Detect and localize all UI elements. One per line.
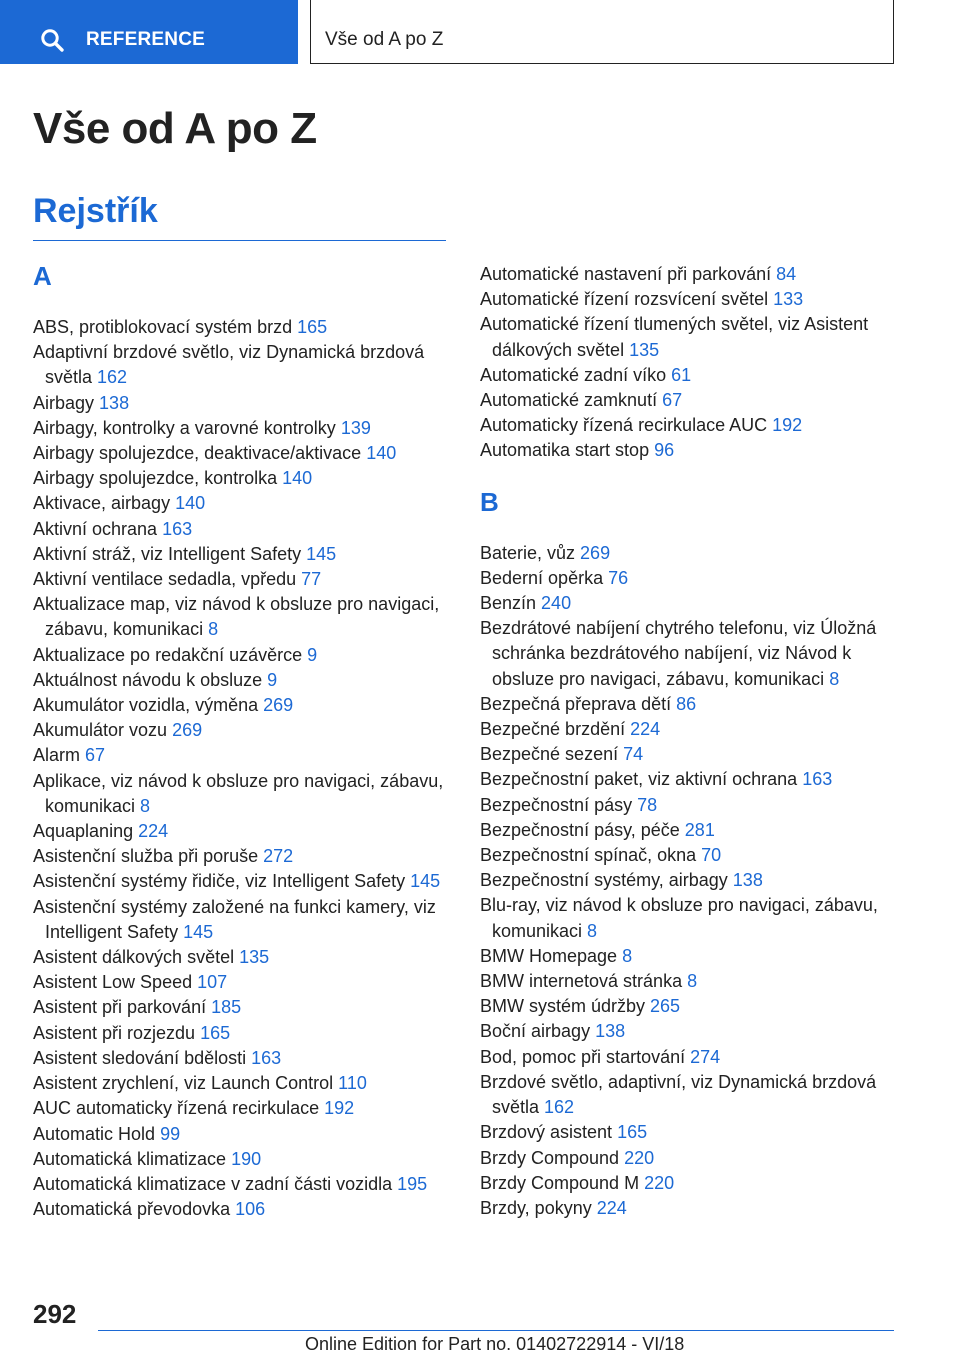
index-entry xyxy=(33,995,453,1020)
index-entry-text: Airbagy spolujezdce, kontrolka xyxy=(33,468,283,489)
index-entry xyxy=(480,1120,900,1145)
page-reference-link[interactable]: 140 xyxy=(366,443,397,464)
index-entry-text: Aplikace, viz návod k obsluze pro navigaci, zábavu, komunikaci xyxy=(33,770,444,816)
page-reference-link[interactable]: 192 xyxy=(324,1098,355,1119)
index-entry-text: Automatická klimatizace xyxy=(33,1148,232,1169)
index-entry-text: Alarm xyxy=(33,745,86,766)
index-entry xyxy=(33,592,453,642)
page-reference-link[interactable]: 274 xyxy=(690,1046,721,1067)
index-entry xyxy=(480,893,900,943)
index-entry xyxy=(33,517,453,542)
index-entry xyxy=(33,643,453,668)
page-title: Vše od A po Z xyxy=(33,104,317,153)
index-entry xyxy=(480,969,900,994)
index-entry-text: Automatické řízení tlumených světel, viz Asistent dálkových světel xyxy=(480,314,869,360)
page-reference-link[interactable]: 77 xyxy=(301,569,322,590)
index-entry xyxy=(33,315,453,340)
page-reference-link[interactable]: 67 xyxy=(85,745,106,766)
index-entry xyxy=(33,945,453,970)
index-entry-text: Brzdy Compound xyxy=(480,1147,625,1168)
index-entry-text: Boční airbagy xyxy=(480,1021,596,1042)
page-reference-link[interactable]: 9 xyxy=(267,669,278,690)
index-entry xyxy=(33,844,453,869)
index-entry-text: Asistent sledování bdělosti xyxy=(33,1047,252,1068)
edition-text: Online Edition for Part no. 01402722914 - VI/18 xyxy=(305,1334,685,1354)
page-reference-link[interactable]: 185 xyxy=(211,997,242,1018)
index-entry-text: Aktualizace map, viz návod k obsluze pro navigaci, zábavu, komunikaci xyxy=(33,594,440,640)
breadcrumb-text: Vše od A po Z xyxy=(325,29,444,50)
index-entry xyxy=(480,616,900,692)
index-entry-text: Bezpečné brzdění xyxy=(480,719,631,740)
page-reference-link[interactable]: 145 xyxy=(183,921,214,942)
index-entry-text: Bezpečnostní paket, viz aktivní ochrana xyxy=(480,769,803,790)
page-reference-link[interactable]: 145 xyxy=(306,543,337,564)
index-entry xyxy=(480,388,900,413)
index-entry xyxy=(480,541,900,566)
index-entry xyxy=(480,868,900,893)
index-entry-text: Bod, pomoc při startování xyxy=(480,1046,691,1067)
index-entry xyxy=(33,895,453,945)
index-entry-text: Aktivní ochrana xyxy=(33,518,163,539)
index-entry xyxy=(33,1197,453,1222)
page-reference-link[interactable]: 99 xyxy=(160,1123,181,1144)
page-reference-link[interactable]: 192 xyxy=(772,415,803,436)
index-entry xyxy=(33,869,453,894)
index-entry-text: BMW Homepage xyxy=(480,945,623,966)
index-entry xyxy=(480,1146,900,1171)
page-reference-link[interactable]: 8 xyxy=(687,971,698,992)
page-reference-link[interactable]: 220 xyxy=(644,1172,675,1193)
index-entry xyxy=(33,819,453,844)
index-entry xyxy=(480,793,900,818)
index-entry-text: ABS, protiblokovací systém brzd xyxy=(33,317,298,337)
page-reference-link[interactable]: 138 xyxy=(732,870,763,891)
index-entry xyxy=(480,1171,900,1196)
index-entry-text: Akumulátor vozidla, výměna xyxy=(33,695,264,716)
index-entry-text: Bezpečnostní spínač, okna xyxy=(480,845,702,866)
index-entry-text: Automatic Hold xyxy=(33,1123,161,1144)
index-entry-text: Asistent Low Speed xyxy=(33,972,198,993)
page-reference-link[interactable]: 8 xyxy=(140,795,151,816)
page-reference-link[interactable]: 70 xyxy=(701,845,722,866)
index-entry xyxy=(480,843,900,868)
index-entry xyxy=(480,1070,900,1120)
index-entry-text: Bezdrátové nabíjení chytrého telefonu, viz Úložná schránka bezdrátového nabíjení, viz Návod k obsluze pro navigaci, zábavu, komunikaci xyxy=(480,618,877,689)
index-column-left xyxy=(33,262,453,1222)
index-entry xyxy=(480,591,900,616)
index-entry-text: Airbagy spolujezdce, deaktivace/aktivace xyxy=(33,443,367,464)
page-reference-link[interactable]: 107 xyxy=(197,972,228,993)
index-entry xyxy=(33,441,453,466)
section-divider xyxy=(33,240,446,241)
index-entry xyxy=(33,668,453,693)
index-entry-text: BMW systém údržby xyxy=(480,996,651,1017)
index-entry-text: Airbagy, kontrolky a varovné kontrolky xyxy=(33,417,341,438)
index-entry xyxy=(33,769,453,819)
index-entry xyxy=(33,491,453,516)
page-reference-link[interactable]: 162 xyxy=(544,1097,575,1118)
index-entry-text: Automatické zamknutí xyxy=(480,390,663,411)
page-reference-link[interactable]: 139 xyxy=(340,417,371,438)
page-reference-link[interactable]: 272 xyxy=(263,846,294,867)
page-reference-link[interactable]: 8 xyxy=(208,619,219,640)
index-entry-text: Automatika start stop xyxy=(480,440,655,461)
index-letter: B xyxy=(480,486,499,517)
page-reference-link[interactable]: 76 xyxy=(608,567,629,588)
page-reference-link[interactable]: 269 xyxy=(263,695,294,716)
page-reference-link[interactable]: 165 xyxy=(200,1022,231,1043)
page-reference-link[interactable]: 165 xyxy=(617,1122,648,1143)
index-entry-text: Baterie, vůz xyxy=(480,542,581,563)
index-entry xyxy=(33,1021,453,1046)
index-entry-text: Aktivní ventilace sedadla, vpředu xyxy=(33,569,302,590)
index-entry-text: Asistenční systémy řidiče, viz Intelligent Safety xyxy=(33,871,411,892)
index-entry-text: Automatická klimatizace v zadní části vozidla xyxy=(33,1173,398,1194)
page-reference-link[interactable]: 9 xyxy=(307,644,318,665)
index-entry-text: Asistent dálkových světel xyxy=(33,947,240,968)
page-reference-link[interactable]: 84 xyxy=(776,264,797,284)
index-entry-text: Automaticky řízená recirkulace AUC xyxy=(480,415,773,436)
page-reference-link[interactable]: 195 xyxy=(397,1173,428,1194)
index-column-right xyxy=(480,262,900,1221)
index-entry-text: Aktivace, airbagy xyxy=(33,493,176,514)
page-reference-link[interactable]: 106 xyxy=(235,1199,266,1220)
index-entry-text: Automatické nastavení při parkování xyxy=(480,264,777,284)
index-entry-text: Asistent při rozjezdu xyxy=(33,1022,201,1043)
index-entry xyxy=(33,1122,453,1147)
page-reference-link[interactable]: 269 xyxy=(580,542,611,563)
index-entry-text: Asistenční systémy založené na funkci kamery, viz Intelligent Safety xyxy=(33,896,436,942)
index-entry xyxy=(480,818,900,843)
search-icon xyxy=(40,28,66,59)
page-reference-link[interactable]: 74 xyxy=(623,744,644,765)
index-entry-text: Aktivní stráž, viz Intelligent Safety xyxy=(33,543,307,564)
reference-label: REFERENCE xyxy=(86,29,205,50)
index-entry xyxy=(480,566,900,591)
index-entry-text: Benzín xyxy=(480,593,542,614)
page-reference-link[interactable]: 140 xyxy=(282,468,313,489)
index-entry-text: Airbagy xyxy=(33,392,100,413)
index-entry xyxy=(480,363,900,388)
page-reference-link[interactable]: 61 xyxy=(671,364,692,385)
index-entry xyxy=(33,340,453,390)
page-reference-link[interactable]: 145 xyxy=(410,871,441,892)
index-entry-text: Bezpečnostní systémy, airbagy xyxy=(480,870,733,891)
reference-button[interactable] xyxy=(0,0,298,64)
page-reference-link[interactable]: 67 xyxy=(662,390,683,411)
page-reference-link[interactable]: 163 xyxy=(251,1047,282,1068)
index-entry xyxy=(33,718,453,743)
index-letter: A xyxy=(33,261,52,291)
index-entry-text: Bezpečnostní pásy, péče xyxy=(480,819,685,840)
index-entry-text: Bederní opěrka xyxy=(480,567,609,588)
index-entry xyxy=(33,743,453,768)
page-reference-link[interactable]: 220 xyxy=(624,1147,655,1168)
index-entry xyxy=(480,312,900,362)
index-entry xyxy=(33,391,453,416)
page-number: 292 xyxy=(33,1299,77,1329)
index-entry-text: Bezpečné sezení xyxy=(480,744,624,765)
index-entry xyxy=(480,1045,900,1070)
index-entry xyxy=(480,287,900,312)
page-reference-link[interactable]: 8 xyxy=(587,920,598,941)
breadcrumb[interactable] xyxy=(310,0,894,64)
index-entry-text: Adaptivní brzdové světlo, viz Dynamická brzdová světla xyxy=(33,342,425,388)
index-entry-text: Brzdy, pokyny xyxy=(480,1197,597,1218)
section-title: Rejstřík xyxy=(33,192,158,230)
index-entry-text: Bezpečnostní pásy xyxy=(480,794,638,815)
footer-divider xyxy=(98,1330,894,1331)
page-reference-link[interactable]: 240 xyxy=(541,593,572,614)
index-entry xyxy=(480,438,900,463)
page-reference-link[interactable]: 163 xyxy=(162,518,193,539)
index-entry xyxy=(33,970,453,995)
index-entry-text: Aktualizace po redakční uzávěrce xyxy=(33,644,308,665)
index-entry-text: Automatická převodovka xyxy=(33,1199,236,1220)
page-reference-link[interactable]: 138 xyxy=(595,1021,626,1042)
index-entry xyxy=(480,944,900,969)
index-entry xyxy=(33,466,453,491)
page-reference-link[interactable]: 140 xyxy=(175,493,206,514)
index-entry-text: Aquaplaning xyxy=(33,821,139,842)
index-entry xyxy=(33,1046,453,1071)
index-entry xyxy=(480,1196,900,1221)
index-entry-text: Blu-ray, viz návod k obsluze pro navigaci, zábavu, komunikaci xyxy=(480,895,878,941)
page-reference-link[interactable]: 138 xyxy=(99,392,130,413)
page-reference-link[interactable]: 135 xyxy=(629,339,660,360)
index-entry-text: Asistent zrychlení, viz Launch Control xyxy=(33,1073,339,1094)
index-entry-text: Brzdové světlo, adaptivní, viz Dynamická brzdová světla xyxy=(480,1071,877,1118)
index-entry xyxy=(480,767,900,792)
index-entry xyxy=(480,1019,900,1044)
index-entry xyxy=(480,742,900,767)
index-entry-text: Automatické zadní víko xyxy=(480,364,672,385)
page-reference-link[interactable]: 162 xyxy=(97,367,128,388)
index-entry xyxy=(480,994,900,1019)
index-entry-text: BMW internetová stránka xyxy=(480,971,688,992)
index-entry xyxy=(33,567,453,592)
index-entry xyxy=(480,413,900,438)
page-reference-link[interactable]: 8 xyxy=(829,668,840,689)
page-reference-link[interactable]: 190 xyxy=(231,1148,262,1169)
index-entry xyxy=(33,1147,453,1172)
index-entry-text: Automatické řízení rozsvícení světel xyxy=(480,289,774,310)
index-entry xyxy=(480,262,900,287)
index-entry xyxy=(33,542,453,567)
page-reference-link[interactable]: 86 xyxy=(676,693,697,714)
page-reference-link[interactable]: 110 xyxy=(338,1073,367,1094)
index-entry-text: Brzdy Compound M xyxy=(480,1172,645,1193)
page-reference-link[interactable]: 165 xyxy=(297,317,328,337)
index-entry xyxy=(33,416,453,441)
page-reference-link[interactable]: 281 xyxy=(684,819,715,840)
index-entry xyxy=(33,1071,453,1096)
page-reference-link[interactable]: 163 xyxy=(802,769,833,790)
page-reference-link[interactable]: 224 xyxy=(596,1197,627,1218)
page-reference-link[interactable]: 133 xyxy=(773,289,804,310)
page-reference-link[interactable]: 269 xyxy=(172,720,203,741)
page-reference-link[interactable]: 224 xyxy=(138,821,169,842)
index-entry xyxy=(33,1096,453,1121)
index-entry xyxy=(33,1172,453,1197)
index-entry-text: Aktuálnost návodu k obsluze xyxy=(33,669,268,690)
index-entry-text: Bezpečná přeprava dětí xyxy=(480,693,677,714)
index-entry-text: AUC automaticky řízená recirkulace xyxy=(33,1098,325,1119)
page-reference-link[interactable]: 224 xyxy=(630,719,661,740)
page-reference-link[interactable]: 8 xyxy=(622,945,633,966)
index-entry xyxy=(480,717,900,742)
page-reference-link[interactable]: 78 xyxy=(637,794,658,815)
index-entry-text: Asistent při parkování xyxy=(33,997,212,1018)
index-entry xyxy=(480,692,900,717)
page-reference-link[interactable]: 265 xyxy=(650,996,681,1017)
index-entry-text: Brzdový asistent xyxy=(480,1122,618,1143)
page-reference-link[interactable]: 96 xyxy=(654,440,675,461)
index-entry xyxy=(33,693,453,718)
index-entry-text: Akumulátor vozu xyxy=(33,720,173,741)
page-header xyxy=(0,0,960,66)
index-entry-text: Asistenční služba při poruše xyxy=(33,846,264,867)
page-reference-link[interactable]: 135 xyxy=(239,947,270,968)
